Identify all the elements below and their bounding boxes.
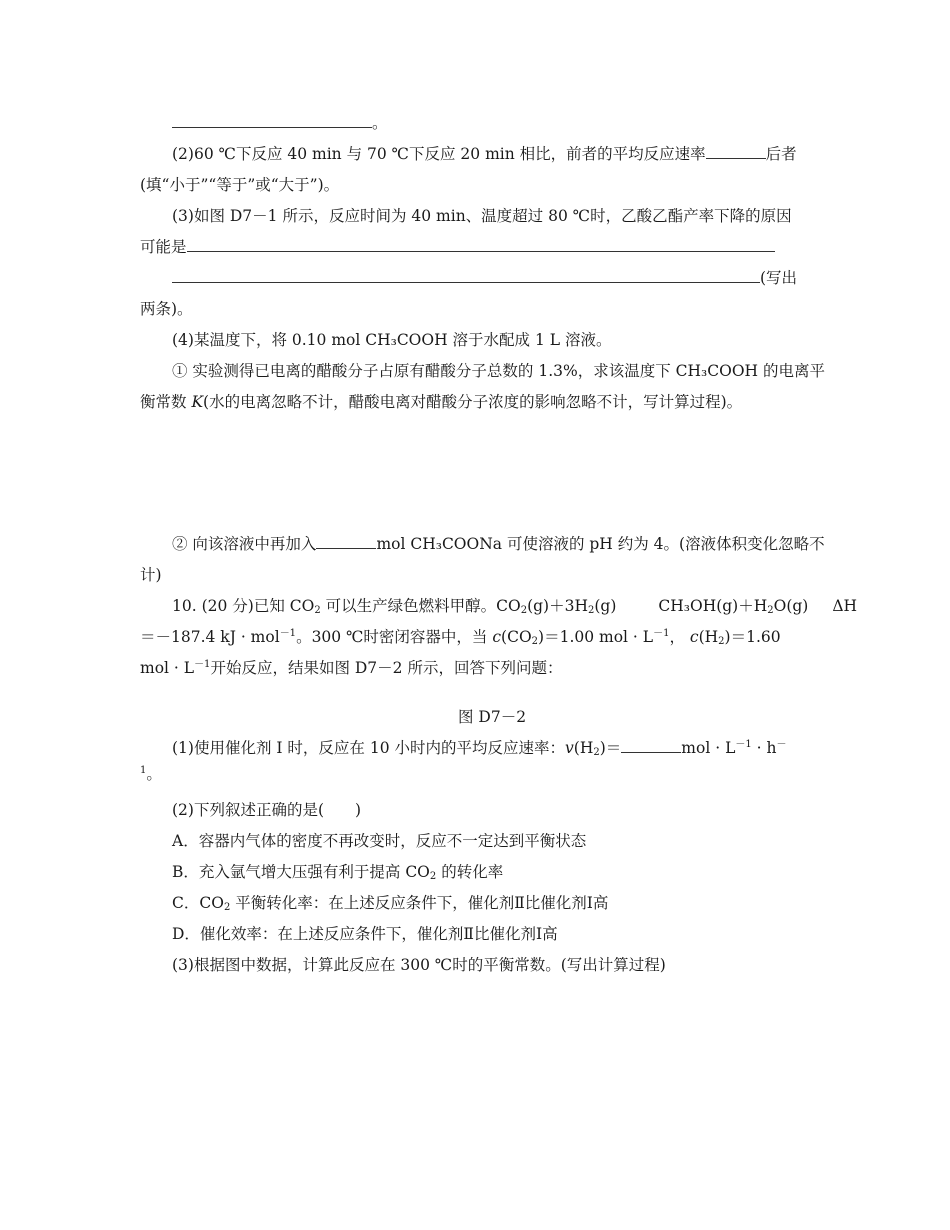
question-10-text: 10. (20 分)已知 $CO_2$ 可以生产绿色燃料甲醇。$CO_2(g)+3H_2(g)$ $CH_3OH(g)+H_2O(g)$ ΔH — [172, 597, 858, 616]
question-10-2-text: (2)下列叙述正确的是( ) — [172, 801, 362, 819]
question-10-text-cont-1: ＝－187.4 kJ · mol$^{-1}$。300 ℃时密闭容器中，当 $c(CO_2)=1.00$ mol · $L^{-1}$， $c(H_2)=1.60$ — [140, 628, 781, 647]
question-10-1-text: (1)使用催化剂 I 时，反应在 10 小时内的平均反应速率：$v(H_2)=$ mol · $L^{-1} \cdot h^-$ — [172, 739, 787, 758]
answer-blank[interactable] — [316, 534, 376, 549]
question-4-text: (4)某温度下，将 0.10 mol CH₃COOH 溶于水配成 1 L 溶液。 — [172, 331, 612, 349]
question-4-1-text-cont: 衡常数 K(水的电离忽略不计，醋酸电离对醋酸分子浓度的影响忽略不计，写计算过程)。 — [140, 393, 743, 411]
option-a[interactable]: A．容器内气体的密度不再改变时，反应不一定达到平衡状态 — [172, 832, 587, 850]
question-10-3-text: (3)根据图中数据，计算此反应在 300 ℃时的平衡常数。(写出计算过程) — [172, 956, 666, 974]
option-d[interactable]: D．催化效率：在上述反应条件下，催化剂Ⅱ比催化剂Ⅰ高 — [172, 925, 558, 943]
question-2-text: (2)60 ℃下反应 40 min 与 70 ℃下反应 20 min 相比，前者的平均反应速率 后者 — [172, 145, 797, 163]
answer-blank[interactable] — [172, 268, 760, 283]
question-2-hint: (填“小于”“等于”或“大于”)。 — [140, 176, 340, 194]
question-4-1-text: ① 实验测得已电离的醋酸分子占原有醋酸分子总数的 1.3%，求该温度下 CH₃COOH 的电离平 — [172, 362, 825, 380]
answer-blank[interactable] — [621, 738, 681, 753]
question-3-hint: 两条)。 — [140, 300, 193, 318]
answer-blank[interactable] — [187, 237, 775, 252]
question-3-answer-line-1: 可能是 — [140, 237, 775, 257]
option-b[interactable]: B．充入氩气增大压强有利于提高 $CO_2$ 的转化率 — [172, 863, 504, 882]
answer-line-1: 。 — [172, 113, 388, 133]
question-4-2-text: ② 向该溶液中再加入 mol CH₃COONa 可使溶液的 pH 约为 4。(溶液体积变化忽略不 — [172, 535, 825, 553]
question-10-text-cont-2: mol · $L^{-1}$开始反应，结果如图 D7－2 所示，回答下列问题： — [140, 659, 563, 677]
question-3-answer-line-2: (写出 — [172, 268, 797, 288]
answer-blank[interactable] — [706, 144, 766, 159]
figure-caption: 图 D7－2 — [458, 708, 527, 726]
option-c[interactable]: C．$CO_2$ 平衡转化率：在上述反应条件下，催化剂Ⅱ比催化剂Ⅰ高 — [172, 894, 609, 913]
question-3-text: (3)如图 D7－1 所示，反应时间为 40 min、温度超过 80 ℃时，乙酸乙酯产率下降的原因 — [172, 207, 792, 225]
question-4-2-text-cont: 计) — [140, 566, 162, 584]
question-10-1-text-cont: $^1$。 — [140, 765, 162, 783]
answer-blank[interactable] — [172, 113, 372, 128]
